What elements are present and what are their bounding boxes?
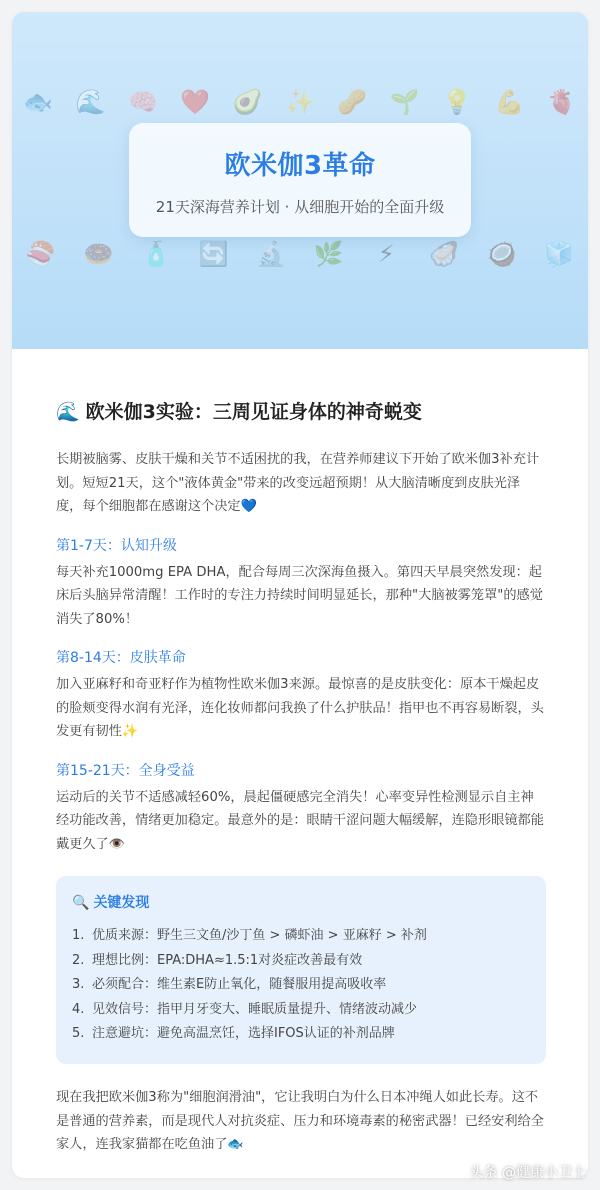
list-item bbox=[72, 998, 528, 1023]
lightbulb-icon: 💡 bbox=[442, 88, 472, 116]
list-item-number: 5. bbox=[72, 1026, 85, 1041]
list-item-number: 1. bbox=[72, 928, 85, 943]
stage-1-title: 第1-7天：认知升级 bbox=[56, 537, 177, 554]
decorative-icons-bottom bbox=[12, 240, 588, 268]
list-item-number: 2. bbox=[72, 952, 85, 968]
stage-2-text: 加入亚麻籽和奇亚籽作为植物性欧米伽3来源。最惊喜的是皮肤变化：原本干燥起皮的脸颊变得水润有光泽，连化妆师都问我换了什么护肤品！指甲也不再容易断裂，头发更有韧性✨ bbox=[56, 677, 544, 739]
stage-3-title: 第15-21天：全身受益 bbox=[56, 762, 195, 779]
avocado-icon: 🥑 bbox=[232, 88, 263, 116]
magnifier-icon: 🔍 bbox=[72, 895, 90, 911]
stage-1-text: 每天补充1000mg EPA DHA，配合每周三次深海鱼摄入。第四天早晨突然发现：起床后头脑异常清醒！工作时的专注力持续时间明显延长，那种"大脑被雾笼罩"的感觉消失了80%！ bbox=[56, 564, 543, 627]
list-item-text: 理想比例：EPA:DHA≈1.5:1对炎症改善最有效 bbox=[92, 952, 363, 968]
coconut-icon: 🥥 bbox=[486, 240, 517, 268]
list-item bbox=[72, 1022, 528, 1047]
oyster-icon: 🦪 bbox=[429, 240, 459, 268]
hero-banner bbox=[12, 12, 588, 349]
stage-2-title: 第8-14天：皮肤革命 bbox=[56, 650, 186, 666]
list-item-number: 4. bbox=[72, 1001, 85, 1017]
article-card bbox=[12, 12, 588, 1178]
key-findings-title-text: 关键发现 bbox=[93, 895, 150, 911]
wave-icon: 🌊 bbox=[75, 88, 106, 116]
microscope-icon: 🔬 bbox=[256, 240, 287, 268]
list-item-text: 优质来源：野生三文鱼/沙丁鱼 > 磷虾油 > 亚麻籽 > 补剂 bbox=[92, 928, 427, 943]
lightning-icon: ⚡ bbox=[377, 240, 395, 268]
hero-title-box bbox=[129, 123, 471, 237]
list-item-text: 必须配合：维生素E防止氧化，随餐服用提高吸收率 bbox=[92, 977, 387, 992]
list-item-number: 3. bbox=[72, 977, 85, 992]
article-heading bbox=[56, 398, 546, 426]
stage-3-text: 运动后的关节不适感减轻60%，晨起僵硬感完全消失！心率变异性检测显示自主神经功能改善，情绪更加稳定。最意外的是：眼睛干涩问题大幅缓解，连隐形眼镜都能戴更久了👁️ bbox=[56, 789, 544, 852]
list-item bbox=[72, 973, 528, 998]
sparkles-icon: ✨ bbox=[285, 88, 315, 116]
outro-paragraph: 现在我把欧米伽3称为"细胞润滑油"，它让我明白为什么日本冲绳人如此长寿。这不是普通的营养素，而是现代人对抗炎症、压力和环境毒素的秘密武器！已经安利给全家人，连我家猫都在吃鱼油了🐟 bbox=[56, 1090, 544, 1152]
article-heading-text: 欧米伽3实验：三周见证身体的神奇蜕变 bbox=[85, 401, 422, 423]
donut-icon: 🍩 bbox=[83, 240, 114, 268]
key-findings-title bbox=[72, 892, 528, 914]
list-item-text: 见效信号：指甲月牙变大、睡眠质量提升、情绪波动减少 bbox=[92, 1001, 418, 1017]
list-item bbox=[72, 924, 528, 949]
article-content bbox=[56, 398, 546, 1157]
peanut-icon: 🥜 bbox=[337, 88, 368, 116]
anatomical-heart-icon: 🫀 bbox=[546, 88, 577, 116]
fish-icon: 🐟 bbox=[23, 88, 54, 116]
cycle-icon: 🔄 bbox=[198, 240, 229, 268]
ice-icon: 🧊 bbox=[544, 240, 575, 268]
heart-icon: ❤️ bbox=[180, 88, 211, 116]
hero-subtitle: 21天深海营养计划 · 从细胞开始的全面升级 bbox=[155, 198, 445, 216]
decorative-icons-top bbox=[12, 88, 588, 116]
intro-paragraph: 长期被脑雾、皮肤干燥和关节不适困扰的我，在营养师建议下开始了欧米伽3补充计划。短短21天，这个"液体黄金"带来的改变远超预期！从大脑清晰度到皮肤光泽度，每个细胞都在感谢这个决定💙 bbox=[56, 452, 540, 514]
key-findings-box bbox=[56, 876, 546, 1064]
sushi-icon: 🍣 bbox=[25, 240, 56, 268]
brain-icon: 🧠 bbox=[127, 88, 158, 116]
muscle-icon: 💪 bbox=[494, 88, 525, 116]
key-findings-list bbox=[72, 924, 528, 1047]
list-item bbox=[72, 949, 528, 974]
wave-icon: 🌊 bbox=[56, 401, 80, 423]
herb-icon: 🌿 bbox=[313, 240, 344, 268]
bottle-icon: 🧴 bbox=[141, 240, 171, 268]
seedling-icon: 🌱 bbox=[389, 88, 420, 116]
watermark: 头条 @健康小卫士 bbox=[469, 1165, 586, 1181]
list-item-text: 注意避坑：避免高温烹饪，选择IFOS认证的补剂品牌 bbox=[92, 1026, 395, 1041]
hero-title: 欧米伽3革命 bbox=[224, 151, 376, 181]
